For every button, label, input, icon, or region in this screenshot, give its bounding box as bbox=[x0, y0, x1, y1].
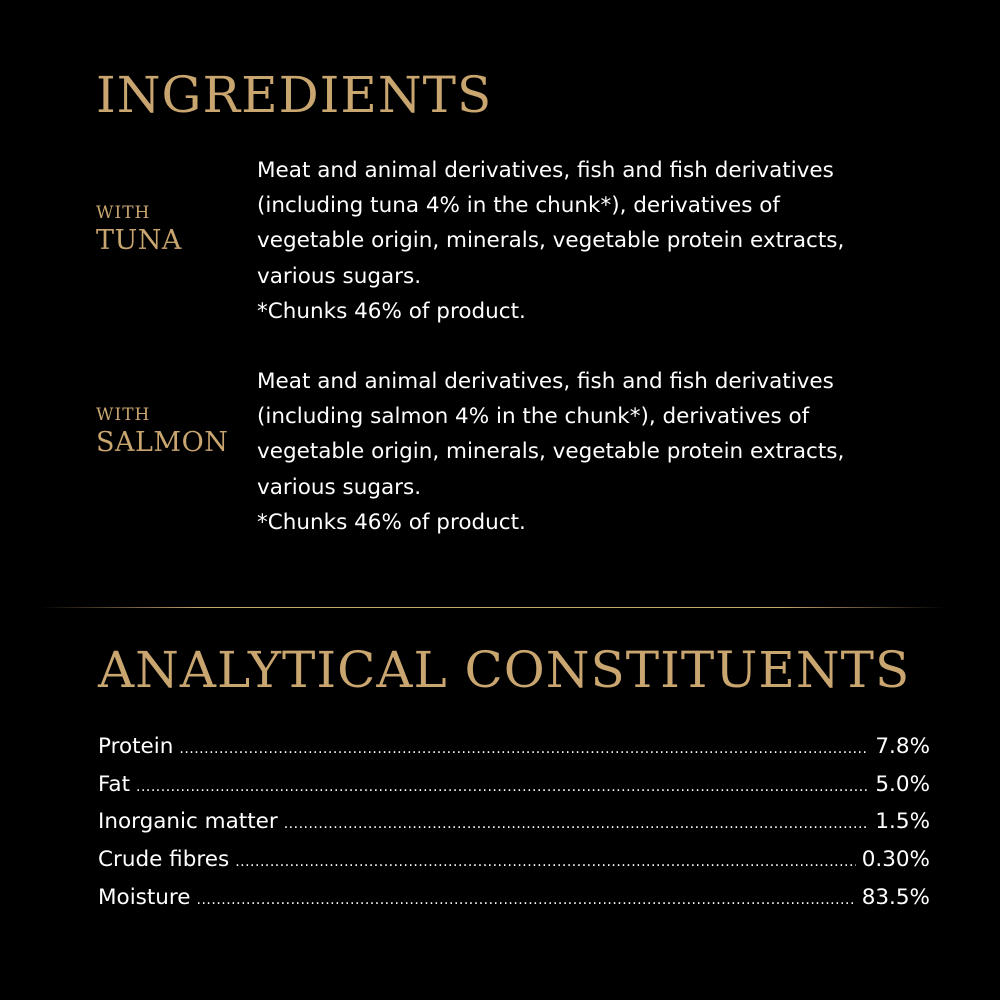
constituent-row-inorganic-matter bbox=[98, 803, 930, 841]
ingredients-line: (including tuna 4% in the chunk*), derivatives of bbox=[257, 193, 780, 219]
dot-leader bbox=[235, 844, 856, 882]
constituent-name: Crude fibres bbox=[98, 847, 230, 873]
constituent-value: 7.8% bbox=[875, 734, 930, 759]
analytical-constituents-heading: ANALYTICAL CONSTITUENTS bbox=[98, 641, 911, 699]
constituent-value: 0.30% bbox=[861, 847, 930, 873]
variant-with-label: WITH bbox=[96, 405, 151, 425]
ingredients-line: various sugars. bbox=[257, 263, 422, 289]
ingredients-line: various sugars. bbox=[257, 474, 422, 500]
constituent-name: Fat bbox=[98, 771, 130, 797]
constituent-row-protein bbox=[98, 728, 930, 766]
constituent-name: Inorganic matter bbox=[98, 809, 278, 835]
ingredients-line: vegetable origin, minerals, vegetable protein extracts, bbox=[257, 439, 845, 465]
dot-leader bbox=[284, 806, 870, 844]
constituent-row-moisture bbox=[98, 879, 930, 917]
variant-flavour-label: SALMON bbox=[96, 427, 229, 458]
ingredients-line: vegetable origin, minerals, vegetable protein extracts, bbox=[257, 228, 845, 254]
constituent-value: 5.0% bbox=[875, 771, 930, 797]
constituent-name: Moisture bbox=[98, 884, 191, 910]
ingredients-text-salmon bbox=[257, 364, 897, 540]
constituent-row-crude-fibres bbox=[98, 841, 930, 879]
constituent-value: 1.5% bbox=[875, 809, 930, 835]
ingredients-line: Meat and animal derivatives, fish and fish derivatives bbox=[257, 158, 834, 183]
dot-leader bbox=[136, 769, 869, 807]
constituent-row-fat bbox=[98, 766, 930, 804]
constituents-list bbox=[98, 728, 930, 916]
variant-flavour-label: TUNA bbox=[96, 225, 182, 256]
ingredients-footnote: *Chunks 46% of product. bbox=[257, 509, 526, 535]
constituent-value: 83.5% bbox=[861, 884, 930, 910]
ingredients-footnote: *Chunks 46% of product. bbox=[257, 298, 526, 324]
ingredients-heading: INGREDIENTS bbox=[96, 66, 493, 124]
variant-with-label: WITH bbox=[96, 203, 151, 223]
variant-label-tuna bbox=[96, 202, 256, 258]
ingredients-line: Meat and animal derivatives, fish and fish derivatives bbox=[257, 369, 834, 394]
dot-leader bbox=[179, 731, 869, 769]
constituent-name: Protein bbox=[98, 734, 174, 759]
section-divider bbox=[40, 607, 945, 608]
variant-label-salmon bbox=[96, 404, 256, 460]
dot-leader bbox=[197, 882, 856, 920]
ingredients-line: (including salmon 4% in the chunk*), derivatives of bbox=[257, 404, 810, 430]
ingredients-text-tuna bbox=[257, 153, 897, 329]
